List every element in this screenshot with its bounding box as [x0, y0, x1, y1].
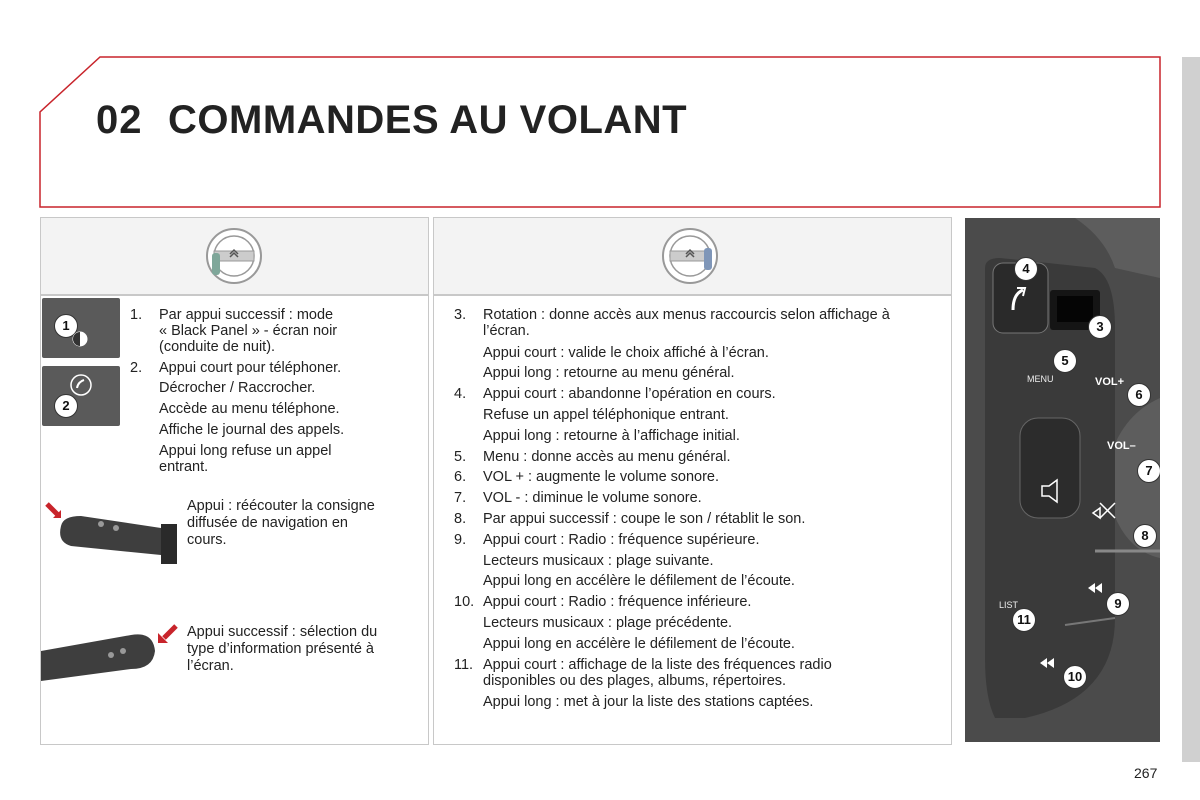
- steering-wheel-left-icon: [204, 226, 264, 286]
- phone-thumbnail: [42, 366, 120, 426]
- control-badge-11: 11: [1012, 608, 1036, 632]
- badge-1: 1: [54, 314, 78, 338]
- left-header-box: [40, 217, 429, 295]
- stalk2-description: Appui successif : sélection du type d’information présenté à l’écran.: [187, 624, 378, 674]
- black-panel-thumbnail: [42, 298, 120, 358]
- control-badge-6: 6: [1127, 383, 1151, 407]
- control-badge-3: 3: [1088, 315, 1112, 339]
- control-badge-5: 5: [1053, 349, 1077, 373]
- control-badge-7: 7: [1137, 459, 1160, 483]
- right-list: 3. Rotation : donne accès aux menus raccourcis selon affichage à l’écran. Appui court : valide le choix affiché à l’écran. Appui long : retourne au menu général. 4. Appui court : abandonne l’opération en cours. Refuse un appel téléphonique entrant. Appui long : retourne à l’affichage initial. 5. Menu : donne accès au menu général. 6. VOL + : augmente le volume sonore. 7. VOL - : diminue le volume sonore. 8. Par appui successif : coupe le son / rétablit le son. 9. Appui court : Radio : fréquence supérieure. Lecteurs musicaux : plage suivante. Appui long en accélère le défilement de l’écoute. 10. Appui court : Radio : fréquence inférieure. Lecteurs musicaux : plage précédente. Appui long en accélère le défilement de l’écoute. 11. Appui court : affichage de la liste des fréquences radio disponibles ou des plages, albums, répertoires. Appui long : met à jour la liste des stations captées.: [454, 307, 890, 711]
- right-content-box: [433, 295, 952, 745]
- steering-controls-drawing: [965, 218, 1160, 742]
- vol-minus-label: VOL–: [1107, 440, 1136, 452]
- left-content-box: [40, 295, 429, 745]
- list-label: LIST: [999, 600, 1019, 610]
- control-badge-9: 9: [1106, 592, 1130, 616]
- steering-wheel-right-icon: [660, 226, 720, 286]
- page-number: 267: [1134, 765, 1158, 781]
- side-tab: [1182, 57, 1200, 762]
- left-list: 1. Par appui successif : mode « Black Panel » - écran noir (conduite de nuit). 2. Appui court pour téléphoner. Décrocher / Raccrocher. Accède au menu téléphone. Affiche le journal des appels. Appui long refuse un appel entrant.: [130, 307, 345, 475]
- half-circle-icon: [72, 331, 88, 347]
- steering-controls-image: [965, 218, 1160, 742]
- phone-icon: [70, 374, 92, 396]
- control-badge-10: 10: [1063, 665, 1087, 689]
- control-badge-4: 4: [1014, 257, 1038, 281]
- badge-2: 2: [54, 394, 78, 418]
- menu-label: MENU: [1027, 374, 1054, 384]
- stalk-illustration-2: [41, 621, 186, 691]
- stalk1-description: Appui : réécouter la consigne diffusée de navigation en cours.: [187, 498, 375, 548]
- chapter-title: COMMANDES AU VOLANT: [168, 98, 688, 142]
- right-header-box: [433, 217, 952, 295]
- chapter-number: 02: [96, 98, 143, 142]
- vol-plus-label: VOL+: [1095, 376, 1125, 388]
- control-badge-8: 8: [1133, 524, 1157, 548]
- stalk-illustration-1: [41, 496, 181, 566]
